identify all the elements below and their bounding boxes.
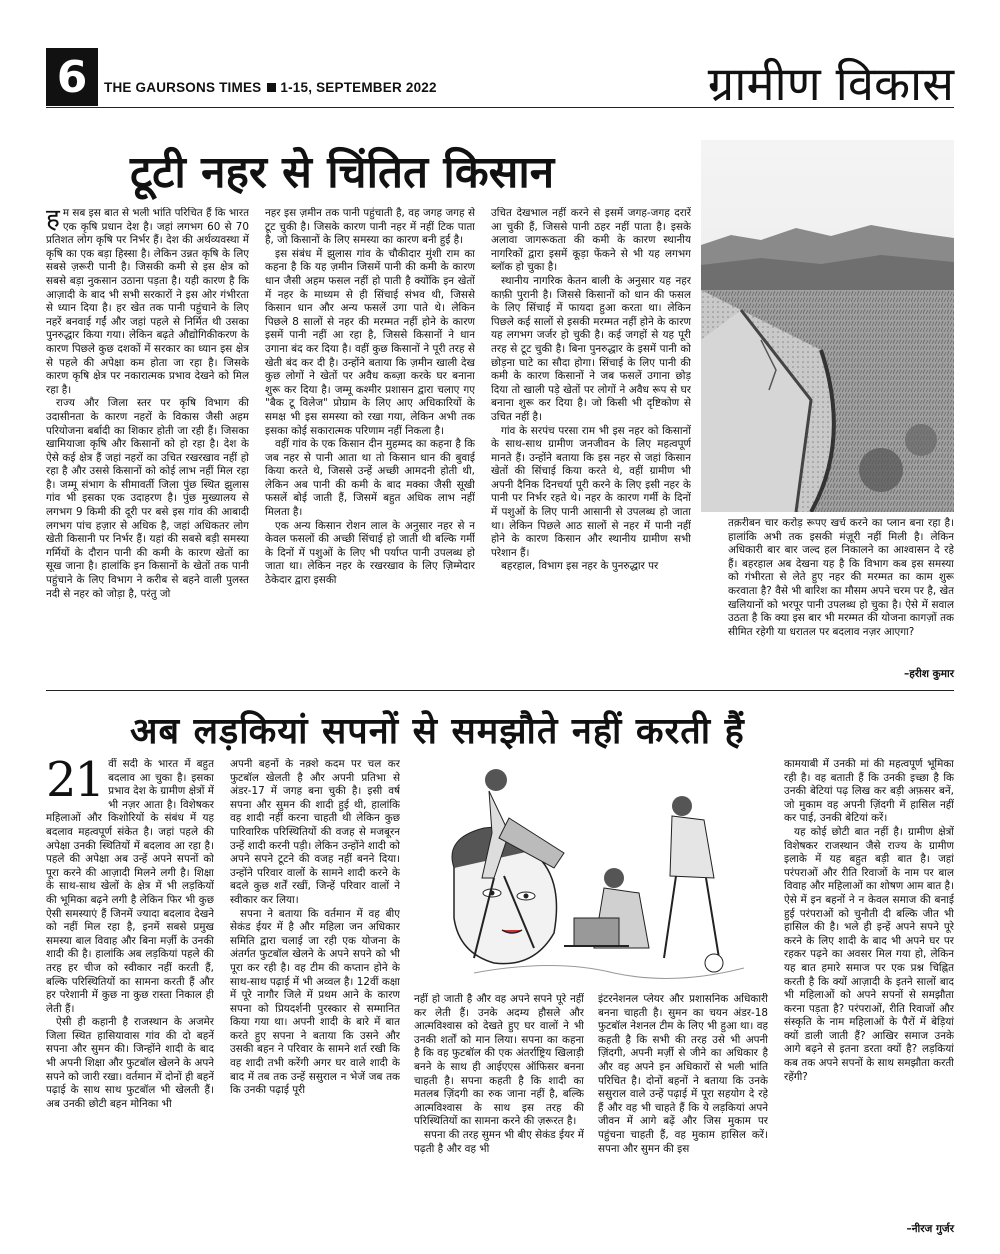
paragraph: इंटरनेशनल प्लेयर और प्रशासनिक अधिकारी बनना चाहती है। सुमन का चयन अंडर-18 फुटबॉल नेशनल टीम के लिए भी हुआ था। वह कहती है कि सभी की तरह उसे भी अपनी ज़िंदगी, अपनी मर्ज़ी से जीने का अधिकार है और वह अपने इन अधिकारों से भली भांति परिचित है। दोनों बहनों ने बताया कि उनके ससुराल वाले उन्हें पढ़ाई में पूरा सहयोग दे रहे हैं और वह भी चाहते हैं कि ये लड़कियां अपने जीवन में आगे बढ़ें और जिस मुकाम पर पहुंचना चाहती हैं, वह मुकाम हासिल करें। सपना और सुमन की इस	[598, 993, 768, 1155]
paragraph: ऐसी ही कहानी है राजस्थान के अजमेर जिला स्थित हासियावास गांव की दो बहनें सपना और सुमन की। जिन्होंने शादी के बाद भी अपनी शिक्षा और फुटबॉल खेलने के अपने सपने को जारी रखा। वर्तमान में दोनों ही बहनें पढ़ाई के साथ साथ फुटबॉल भी खेलती हैं। अब उनकी छोटी बहन मोनिका भी	[46, 1016, 214, 1110]
publication-name: THE GAURSONS TIMES	[104, 80, 262, 95]
article1-byline: –हरीश कुमार	[904, 668, 954, 680]
paragraph: 21 वीं सदी के भारत में बहुत बदलाव आ चुका है। इसका प्रभाव देश के ग्रामीण क्षेत्रों में भी नज़र आता है। विशेषकर महिलाओं और किशोरियों के संबंध में यह बदलाव महत्वपूर्ण संकेत है। जहां पहले की अपेक्षा उनकी स्थितियों में बदलाव आ रहा है। पहले की अपेक्षा अब उन्हें अपने सपनों को पूरा करने की आज़ादी मिलने लगी है। शिक्षा के साथ-साथ खेलों के क्षेत्र में भी लड़कियों की भूमिका बढ़ने लगी है लेकिन फिर भी कुछ ऐसी समस्याएं हैं जिनमें ज्यादा बदलाव देखने को नहीं मिल रहा है, इनमें सबसे प्रमुख समस्या बाल विवाह और बिना मर्ज़ी के उनकी शादी की है। हालांकि अब लड़कियां पहले की तरह हर चीज को स्वीकार नहीं करती हैं, बल्कि परिस्थितियों का सामना करती हैं और हर परेशानी में कुछ ना कुछ रास्ता निकाल ही लेती हैं।	[46, 758, 214, 1015]
issue-date: 1-15, SEPTEMBER 2022	[280, 80, 437, 95]
article1-column-4	[728, 517, 954, 657]
article1-headline: टूटी नहर से चिंतित किसान	[130, 147, 555, 198]
article1-column-2	[265, 207, 475, 685]
article1-column-1	[46, 207, 249, 685]
separator-square	[267, 83, 276, 92]
article1-column-3	[491, 207, 691, 685]
paragraph: नहर इस ज़मीन तक पानी पहुंचाती है, वह जगह जगह से टूट चुकी है। जिसके कारण पानी नहर में नहीं टिक पाता है, जो किसानों के लिए समस्या का कारण बनी हुई है।	[265, 207, 475, 247]
paragraph: राज्य और जिला स्तर पर कृषि विभाग की उदासीनता के कारण नहरों के विकास जैसी अहम परियोजना बर्बादी का शिकार होती जा रही हैं। जिसका खामियाजा कृषि और किसानों को हो रहा है। देश के ऐसे कई क्षेत्र हैं जहां नहरों का उचित रखरखाव नहीं हो रहा है और उससे किसानों को कोई लाभ नहीं मिल रहा है। जम्मू संभाग के सीमावर्ती जिला पुंछ स्थित झुलास गांव भी इसका एक उदाहरण है। पुंछ मुख्यालय से लगभग 9 किमी की दूरी पर बसे इस गांव की आबादी लगभग पांच हज़ार से अधिक है, जहां अधिकतर लोग खेती किसानी पर निर्भर हैं। यहां की सबसे बड़ी समस्या गर्मियों के दौरान पानी की कमी के कारण खेतों का सूख जाना है। हालांकि इन किसानों के खेतों तक पानी पहुंचाने के लिए विभाग ने करीब से बहने वाली पुलस्त नदी से नहर को जोड़ा है, परंतु जो	[46, 397, 249, 600]
article2-column-4	[598, 993, 768, 1218]
article2-column-2	[230, 758, 400, 1218]
article-divider	[46, 690, 954, 691]
paragraph: वहीं गांव के एक किसान दीन मुहम्मद का कहना है कि जब नहर से पानी आता था तो किसान धान की बुवाई किया करते थे, जिससे उन्हें अच्छी आमदनी होती थी, लेकिन अब पानी की कमी के बाद मक्का जैसी सूखी फसलें बोई जाती हैं, जिसमें बहुत अधिक लाभ नहीं मिलता है।	[265, 438, 475, 519]
paragraph: हम सब इस बात से भली भांति परिचित हैं कि भारत एक कृषि प्रधान देश है। जहां लगभग 60 से 70 प्रतिशत लोग कृषि पर निर्भर हैं। देश की अर्थव्यवस्था में कृषि का एक बड़ा हिस्सा है। लेकिन उन्नत कृषि के लिए सबसे ज़रूरी पानी है। जिसकी कमी से इस क्षेत्र को सबसे बड़ा नुकसान उठाना पड़ता है। यही कारण है कि आज़ादी के बाद भी सभी सरकारों ने इस ओर गंभीरता से ध्यान दिया है। हर खेत तक पानी पहुंचाने के लिए नहरें बनवाई गईं और जहां पहले से निर्मित थी उसका पुनरुद्धार किया गया। लेकिन बढ़ते औद्योगिकीकरण के कारण पिछले कुछ दशकों में सरकार का ध्यान इस क्षेत्र से पहले की अपेक्षा कम होता जा रहा है। जिसके कारण कृषि क्षेत्र पर नकारात्मक प्रभाव देखने को मिल रहा है।	[46, 207, 249, 396]
paragraph: सपना ने बताया कि वर्तमान में वह बीए सेकंड ईयर में है और महिला जन अधिकार समिति द्वारा चलाई जा रही एक योजना के अंतर्गत फुटबॉल खेलने के अपने सपने को भी पूरा कर रही है। वह टीम की कप्तान होने के साथ-साथ पढ़ाई में भी अव्वल है। 12वीं कक्षा में पूरे नागौर जिले में प्रथम आने के कारण सपना को प्रियदर्शनी पुरस्कार से सम्मानित किया गया था। अपनी शादी के बारे में बात करते हुए सपना ने बताया कि उसने और उसकी बहन ने परिवार के सामने शर्त रखी कि वह शादी तभी करेंगी अगर घर वाले शादी के बाद में तब तक उन्हें ससुराल न भेजें जब तक कि उनकी पढ़ाई पूरी	[230, 907, 400, 1097]
paragraph: गांव के सरपंच परसा राम भी इस नहर को किसानों के साथ-साथ ग्रामीण जनजीवन के लिए महत्वपूर्ण मानते हैं। उन्होंने बताया कि इस नहर से जहां किसान खेतों की सिंचाई किया करते थे, वहीं ग्रामीण भी अपनी दैनिक दिनचर्या पूरी करने के लिए इसी नहर के पानी पर निर्भर रहते थे। नहर के कारण गर्मी के दिनों में पशुओं के लिए पानी आसानी से उपलब्ध हो जाता था। लेकिन पिछले आठ सालों से नहर में पानी नहीं होने के कारण किसान और स्थानीय ग्रामीण सभी परेशान हैं।	[491, 424, 691, 559]
canal-photo	[701, 140, 954, 512]
dropcap: 21	[46, 758, 104, 808]
masthead	[104, 80, 437, 95]
paragraph: यह कोई छोटी बात नहीं है। ग्रामीण क्षेत्रों विशेषकर राजस्थान जैसे राज्य के ग्रामीण इलाके में यह बहुत बड़ी बात है। जहां परंपराओं और रीति रिवाजों के नाम पर बाल विवाह और महिलाओं का शोषण आम बात है। ऐसे में इन बहनों ने न केवल समाज की बनाई हुई परंपराओं को चुनौती दी बल्कि जीत भी हासिल की है। भले ही इन्हें अपने सपने पूरे करने के लिए शादी के बाद भी अपने घर पर रहकर पढ़ने का अवसर मिल गया हो, लेकिन यह बात हमारे समाज पर एक प्रश्न चिह्नित करती है कि क्यों आज़ादी के इतने सालों बाद भी महिलाओं को अपने सपनों से समझौता करना पड़ता है? परंपराओं, रीति रिवाजों और संस्कृति के नाम महिलाओं के पैरों में बेड़ियां क्यों डाली जाती हैं? आखिर समाज उनके आगे बढ़ने से इतना डरता क्यों है? लड़कियां कब तक अपने सपनों के साथ समझौता करती रहेंगी?	[784, 825, 954, 1083]
paragraph: उचित देखभाल नहीं करने से इसमें जगह-जगह दरारें आ चुकी हैं, जिससे पानी ठहर नहीं पाता है। इसके अलावा जागरूकता की कमी के कारण स्थानीय नागरिकों द्वारा इसमें कूड़ा फेंकने से भी यह लगभग ब्लॉक हो चुका है।	[491, 207, 691, 274]
paragraph: बहरहाल, विभाग इस नहर के पुनरुद्धार पर	[501, 560, 659, 573]
paragraph: स्थानीय नागरिक केतन बाली के अनुसार यह नहर काफ़ी पुरानी है। जिससे किसानों को धान की फसल के लिए सिंचाई में फायदा हुआ करता था। लेकिन पिछले कई सालों से इसकी मरम्मत नहीं होने के कारण यह लगभग जर्जर हो चुकी है। कई जगहों से यह पूरी तरह से टूट चुकी है। बिना पुनरुद्धार के इसमें पानी को छोड़ना घाटे का सौदा होगा। सिंचाई के लिए पानी की कमी के कारण किसानों ने जब फसलें उगाना छोड़ दिया तो खाली पड़े खेतों पर लोगों ने अवैध रूप से घर बनाना शुरू कर दिया है। जो किसी भी दृष्टिकोण से उचित नहीं है।	[491, 274, 691, 423]
paragraph: एक अन्य किसान रोशन लाल के अनुसार नहर से न केवल फसलों की अच्छी सिंचाई हो जाती थी बल्कि गर्मी के दिनों में पशुओं के लिए भी पर्याप्त पानी उपलब्ध हो जाता था। लेकिन नहर के रखरखाव के लिए ज़िम्मेदार ठेकेदार द्वारा इसकी	[265, 519, 475, 587]
section-title: ग्रामीण विकास	[707, 57, 954, 112]
paragraph: तक़रीबन चार करोड़ रूपए खर्च करने का प्लान बना रहा है। हालांकि अभी तक इसकी मंज़ूरी नहीं मिली है। लेकिन अधिकारी बार बार जल्द हल निकालने का आश्वासन दे रहे हैं। बहरहाल अब देखना यह है कि विभाग कब इस समस्या को गंभीरता से लेते हुए नहर की मरम्मत का काम शुरू करवाता है? वैसे भी बारिश का मौसम अपने चरम पर है, खेत खलियानों को भरपूर पानी उपलब्ध हो चुका है। ऐसे में सवाल उठता है कि क्या इस बार भी मरम्मत की योजना कागज़ों तक सीमित रहेगी या धरातल पर बदलाव नज़र आएगा?	[728, 517, 954, 638]
page-number: 6	[46, 48, 98, 106]
paragraph: नहीं हो जाती है और वह अपने सपने पूरे नहीं कर लेती हैं। उनके अदम्य हौसले और आत्मविश्वास को देखते हुए घर वालों ने भी उनकी शर्तों को मान लिया। सपना का कहना है कि वह फुटबॉल की एक अंतर्राष्ट्रिय खिलाड़ी बनने के साथ ही आईएएस ऑफिसर बनना चाहती है। सपना कहती है कि शादी का मतलब ज़िंदगी का रुक जाना नहीं है, बल्कि आत्मविश्वास के साथ इस तरह की परिस्थितियों का सामना करने की ज़रूरत है।	[414, 993, 584, 1128]
paragraph: इस संबंध में झुलास गांव के चौकीदार मुंशी राम का कहना है कि यह ज़मीन जिसमें पानी की कमी के कारण धान जैसी अहम फसल नहीं हो पाती है क्योंकि इन खेतों में नहर के माध्यम से ही सिंचाई संभव थी, जिससे किसान धान और अन्य फसलें उगा पाते थे। लेकिन पिछले 8 सालों से नहर की मरम्मत नहीं होने के कारण इसमें पानी नहीं आ रहा है, जिससे किसानों ने धान उगाना बंद कर दिया है। वहीं कुछ किसानों ने पूरी तरह से खेती बंद कर दी है। उन्होंने बताया कि ज़मीन खाली देख कुछ लोगों ने खेतों पर अवैध कब्ज़ा करके घर बनाना शुरू कर दिया है। जम्मू कश्मीर प्रशासन द्वारा चलाए गए "बैक टू विलेज" प्रोग्राम के लिए आए अधिकारियों के समक्ष भी इस समस्या को रखा गया, लेकिन अभी तक इसका कोई सकारात्मक परिणाम नहीं निकला है।	[265, 247, 475, 437]
article2-column-3	[414, 993, 584, 1218]
article2-column-5	[784, 758, 954, 1218]
article2-column-1	[46, 758, 214, 1218]
article2-byline: –नीरज गुर्जर	[906, 1223, 954, 1235]
paragraph: सपना की तरह सुमन भी बीए सेकंड ईयर में पढ़ती है और वह भी	[414, 1128, 584, 1155]
dropcap: ह	[46, 207, 60, 234]
header-rule	[46, 107, 954, 108]
girls-illustration	[414, 758, 770, 986]
paragraph: अपनी बहनों के नक़्शे कदम पर चल कर फुटबॉल खेलती है और अपनी प्रतिभा से अंडर-17 में जगह बना चुकी है। इसी वर्ष सपना और सुमन की शादी हुई थी, हालांकि वह शादी नहीं करना चाहती थी लेकिन कुछ पारिवारिक परिस्थितियों की वजह से मजबूरन उन्हें शादी करनी पड़ी। लेकिन उन्होंने शादी को अपने सपने टूटने की वजह नहीं बनने दिया। उन्होंने परिवार वालों के सामने शादी करने के बदले कुछ शर्तें रखीं, जिन्हें परिवार वालों ने स्वीकार कर लिया।	[230, 758, 400, 906]
article2-headline: अब लड़कियां सपनों से समझौते नहीं करती हैं	[130, 710, 745, 752]
paragraph: कामयाबी में उनकी मां की महत्वपूर्ण भूमिका रही है। वह बताती हैं कि उनकी इच्छा है कि उनकी बेटियां पढ़ लिख कर बड़ी अफ़सर बनें, जो मुकाम वह अपनी ज़िंदगी में हासिल नहीं कर पाई, उनकी बेटियां करें।	[784, 758, 954, 825]
